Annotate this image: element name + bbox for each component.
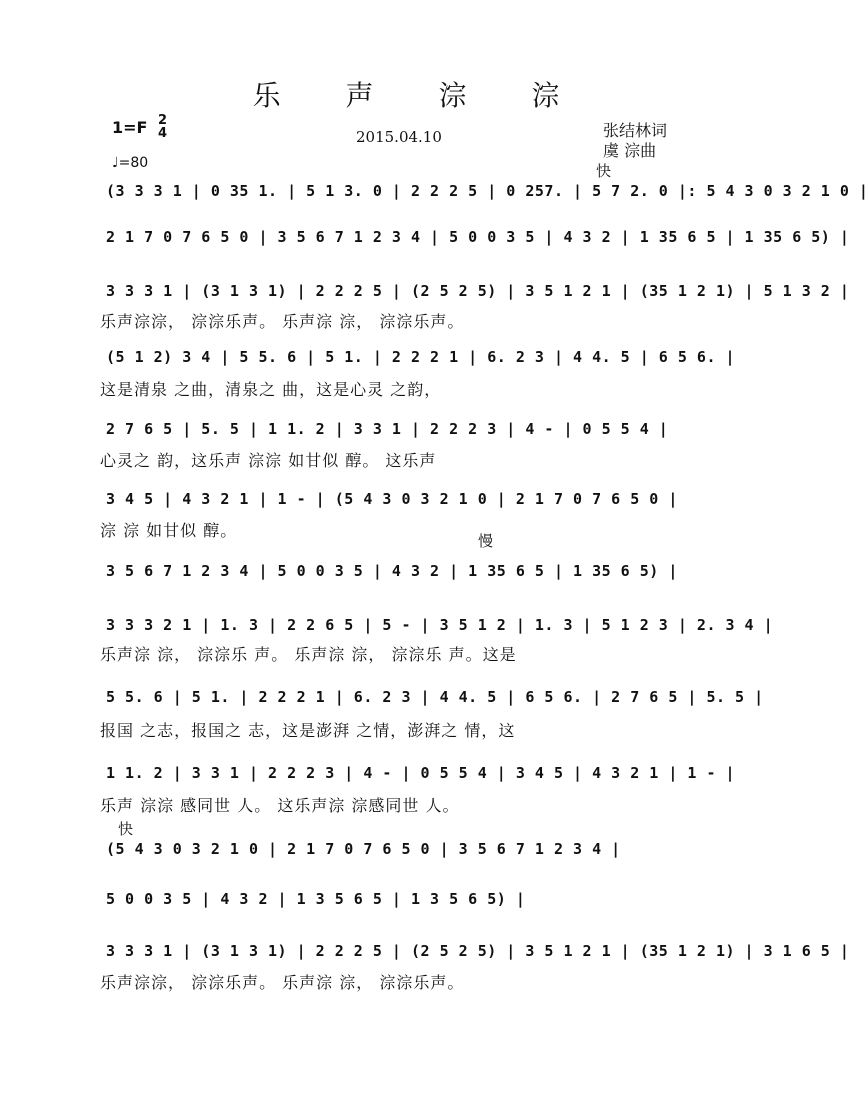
lyric-line-6: 淙 淙 如甘似 醇。: [100, 521, 238, 540]
score-line-10: 1 1. 2 | 3 3 1 | 2 2 2 3 | 4 - | 0 5 5 4 | 3 4 5 | 4 3 2 1 | 1 - |: [106, 764, 736, 782]
composer-credit: 虞 淙曲: [603, 141, 657, 160]
score-line-8: 3 3 3 2 1 | 1. 3 | 2 2 6 5 | 5 - | 3 5 1 2 | 1. 3 | 5 1 2 3 | 2. 3 4 |: [106, 616, 774, 634]
lyric-line-13: 乐声淙淙， 淙淙乐声。 乐声淙 淙， 淙淙乐声。: [100, 973, 465, 992]
score-line-1: (3 3 3 1 | 0 35 1. | 5 1 3. 0 | 2 2 2 5 | 0 257. | 5 7 2. 0 |: 5 4 3 0 3 2 1 0 |: [106, 182, 868, 200]
lyric-line-5: 心灵之 韵，这乐声 淙淙 如甘似 醇。 这乐声: [100, 451, 437, 470]
score-line-6: 3 4 5 | 4 3 2 1 | 1 - | (5 4 3 0 3 2 1 0 | 2 1 7 0 7 6 5 0 |: [106, 490, 678, 508]
score-line-5: 2 7 6 5 | 5. 5 | 1 1. 2 | 3 3 1 | 2 2 2 3 | 4 - | 0 5 5 4 |: [106, 420, 669, 438]
tempo-mark-fast-2: 快: [118, 820, 134, 838]
score-line-13: 3 3 3 1 | (3 1 3 1) | 2 2 2 5 | (2 5 2 5) | 3 5 1 2 1 | (35 1 2 1) | 3 1 6 5 |: [106, 942, 850, 960]
score-line-11: (5 4 3 0 3 2 1 0 | 2 1 7 0 7 6 5 0 | 3 5 6 7 1 2 3 4 |: [106, 840, 621, 858]
meter-bottom: 4: [158, 126, 168, 141]
key-signature: 1=F: [112, 118, 148, 137]
tempo-mark-fast: 快: [596, 162, 612, 180]
tempo-mark-slow: 慢: [478, 532, 494, 550]
lyricist-credit: 张结林词: [603, 121, 668, 140]
time-signature: [158, 114, 167, 140]
date: 2015.04.10: [356, 128, 442, 146]
meter-top: 2: [158, 113, 168, 128]
score-line-2: 2 1 7 0 7 6 5 0 | 3 5 6 7 1 2 3 4 | 5 0 0 3 5 | 4 3 2 | 1 35 6 5 | 1 35 6 5) |: [106, 228, 850, 246]
score-line-9: 5 5. 6 | 5 1. | 2 2 2 1 | 6. 2 3 | 4 4. 5 | 6 5 6. | 2 7 6 5 | 5. 5 |: [106, 688, 764, 706]
lyric-line-8: 乐声淙 淙， 淙淙乐 声。 乐声淙 淙， 淙淙乐 声。这是: [100, 645, 517, 664]
page-title: 乐 声 淙 淙: [252, 79, 588, 112]
score-line-4: (5 1 2) 3 4 | 5 5. 6 | 5 1. | 2 2 2 1 | 6. 2 3 | 4 4. 5 | 6 5 6. |: [106, 348, 736, 366]
tempo-marking: ♩=80: [112, 155, 149, 171]
lyric-line-3: 乐声淙淙， 淙淙乐声。 乐声淙 淙， 淙淙乐声。: [100, 312, 465, 331]
lyric-line-9: 报国 之志，报国之 志，这是澎湃 之情，澎湃之 情，这: [100, 721, 516, 740]
score-line-3: 3 3 3 1 | (3 1 3 1) | 2 2 2 5 | (2 5 2 5) | 3 5 1 2 1 | (35 1 2 1) | 5 1 3 2 |: [106, 282, 850, 300]
lyric-line-10: 乐声 淙淙 感同世 人。 这乐声淙 淙感同世 人。: [100, 796, 460, 815]
score-line-7: 3 5 6 7 1 2 3 4 | 5 0 0 3 5 | 4 3 2 | 1 35 6 5 | 1 35 6 5) |: [106, 562, 678, 580]
lyric-line-4: 这是清泉 之曲，清泉之 曲，这是心灵 之韵，: [100, 380, 442, 399]
score-line-12: 5 0 0 3 5 | 4 3 2 | 1 3 5 6 5 | 1 3 5 6 5) |: [106, 890, 526, 908]
